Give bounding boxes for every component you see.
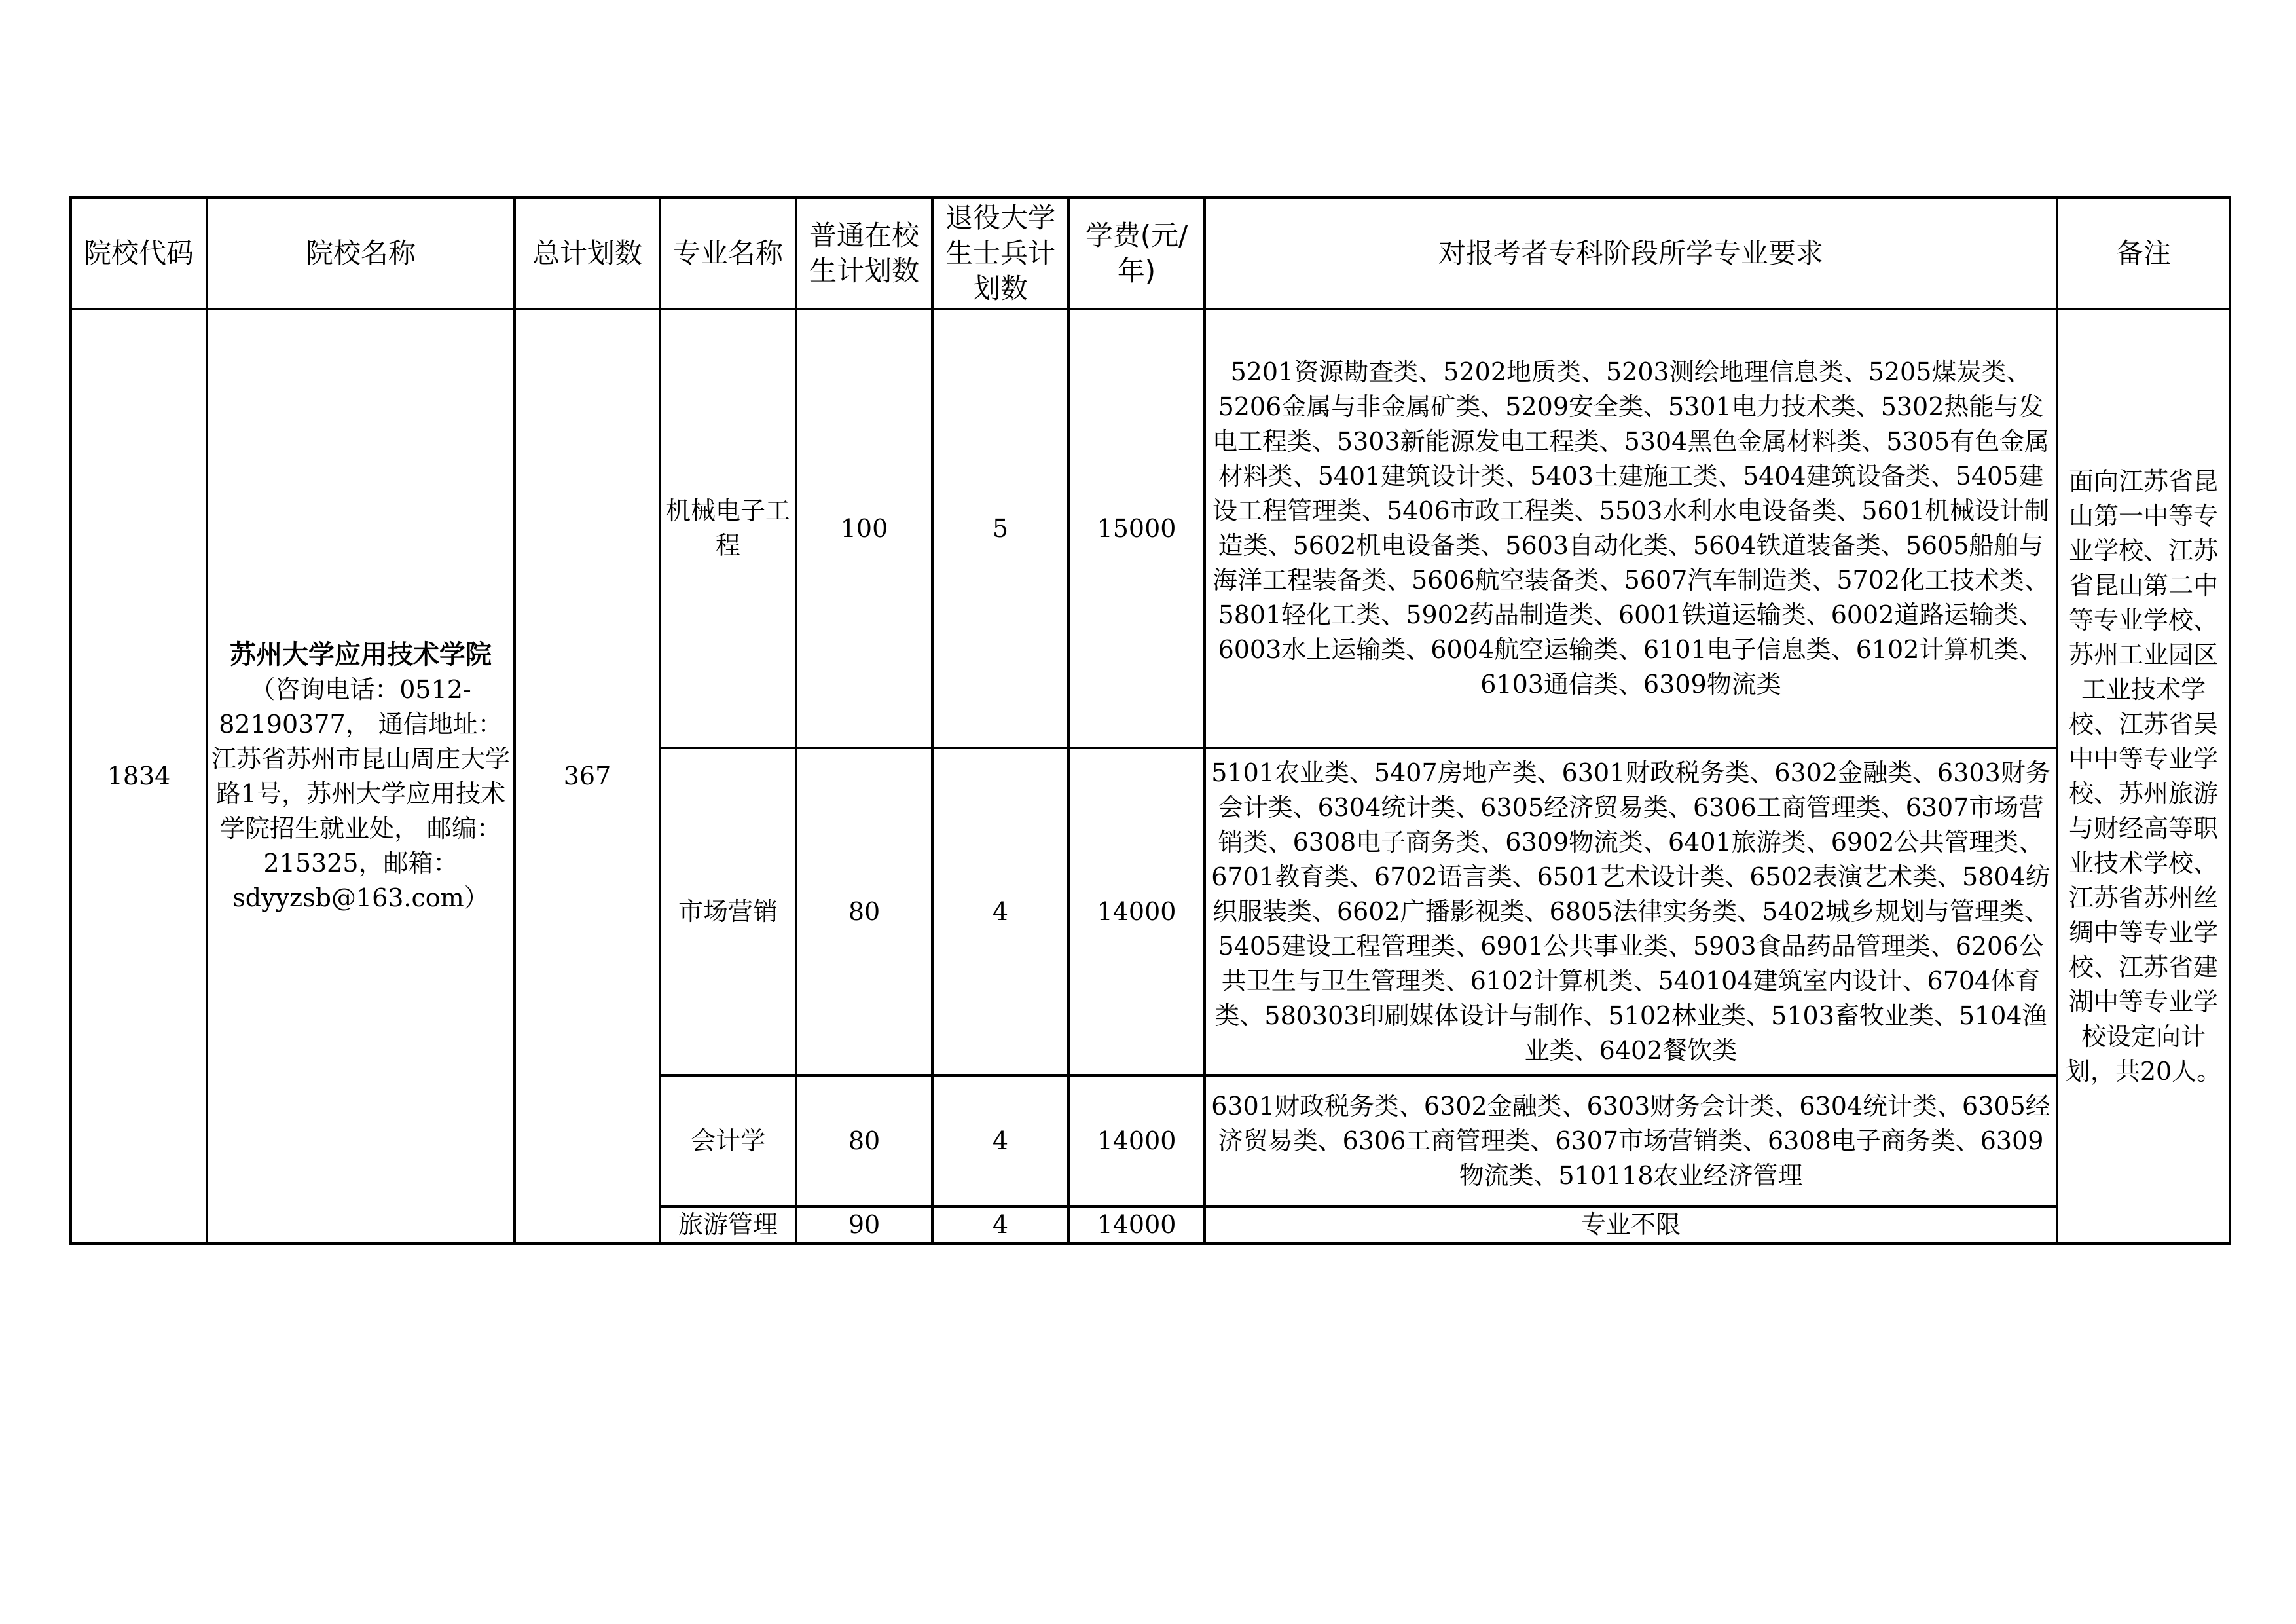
header-major: 专业名称 xyxy=(660,198,796,309)
major-requirement: 6301财政税务类、6302金融类、6303财务会计类、6304统计类、6305经济贸易类、6306工商管理类、6307市场营销类、6308电子商务类、6309物流类、510118农业经济管理 xyxy=(1205,1075,2057,1206)
major-requirement: 专业不限 xyxy=(1205,1206,2057,1244)
veteran-plan: 5 xyxy=(932,309,1068,748)
veteran-plan: 4 xyxy=(932,1206,1068,1244)
school-contact: （咨询电话：0512-82190377， 通信地址：江苏省苏州市昆山周庄大学路1号，苏州大学应用技术学院招生就业处， 邮编：215325，邮箱：sdyyzsb@163.com） xyxy=(211,675,510,912)
tuition: 14000 xyxy=(1068,1206,1205,1244)
major-name: 会计学 xyxy=(660,1075,796,1206)
total-plan: 367 xyxy=(515,309,660,1244)
tuition: 14000 xyxy=(1068,1075,1205,1206)
major-requirement: 5201资源勘查类、5202地质类、5203测绘地理信息类、5205煤炭类、5206金属与非金属矿类、5209安全类、5301电力技术类、5302热能与发电工程类、5303新能源发电工程类、5304黑色金属材料类、5305有色金属材料类、5401建筑设计类、5403土建施工类、5404建筑设备类、5405建设工程管理类、5406市政工程类、5503水利水电设备类、5601机械设计制造类、5602机电设备类、5603自动化类、5604铁道装备类、5605船舶与海洋工程装备类、5606航空装备类、5607汽车制造类、5702化工技术类、5801轻化工类、5902药品制造类、6001铁道运输类、6002道路运输类、6003水上运输类、6004航空运输类、6101电子信息类、6102计算机类、6103通信类、6309物流类 xyxy=(1205,309,2057,748)
header-veteran: 退役大学生士兵计划数 xyxy=(932,198,1068,309)
enrollment-plan-table xyxy=(69,196,2231,1245)
header-tuition: 学费(元/年) xyxy=(1068,198,1205,309)
veteran-plan: 4 xyxy=(932,748,1068,1075)
major-requirement: 5101农业类、5407房地产类、6301财政税务类、6302金融类、6303财务会计类、6304统计类、6305经济贸易类、6306工商管理类、6307市场营销类、6308电子商务类、6309物流类、6401旅游类、6902公共管理类、6701教育类、6702语言类、6501艺术设计类、6502表演艺术类、5804纺织服装类、6602广播影视类、6805法律实务类、5402城乡规划与管理类、5405建设工程管理类、6901公共事业类、5903食品药品管理类、6206公共卫生与卫生管理类、6102计算机类、540104建筑室内设计、6704体育类、580303印刷媒体设计与制作、5102林业类、5103畜牧业类、5104渔业类、6402餐饮类 xyxy=(1205,748,2057,1075)
regular-plan: 90 xyxy=(796,1206,932,1244)
regular-plan: 100 xyxy=(796,309,932,748)
header-note: 备注 xyxy=(2057,198,2230,309)
major-name: 市场营销 xyxy=(660,748,796,1075)
regular-plan: 80 xyxy=(796,1075,932,1206)
note: 面向江苏省昆山第一中等专业学校、江苏省昆山第二中等专业学校、苏州工业园区工业技术学校、江苏省吴中中等专业学校、苏州旅游与财经高等职业技术学校、江苏省苏州丝绸中等专业学校、江苏省建湖中等专业学校设定向计划，共20人。 xyxy=(2057,309,2230,1244)
tuition: 14000 xyxy=(1068,748,1205,1075)
header-requirement: 对报考者专科阶段所学专业要求 xyxy=(1205,198,2057,309)
major-name: 旅游管理 xyxy=(660,1206,796,1244)
header-code: 院校代码 xyxy=(71,198,207,309)
tuition: 15000 xyxy=(1068,309,1205,748)
school-name: 苏州大学应用技术学院 xyxy=(230,640,492,670)
school-cell xyxy=(207,309,515,1244)
veteran-plan: 4 xyxy=(932,1075,1068,1206)
table-row xyxy=(71,309,2230,748)
major-name: 机械电子工程 xyxy=(660,309,796,748)
header-row xyxy=(71,198,2230,309)
header-school: 院校名称 xyxy=(207,198,515,309)
header-regular: 普通在校生计划数 xyxy=(796,198,932,309)
header-total: 总计划数 xyxy=(515,198,660,309)
school-code: 1834 xyxy=(71,309,207,1244)
regular-plan: 80 xyxy=(796,748,932,1075)
